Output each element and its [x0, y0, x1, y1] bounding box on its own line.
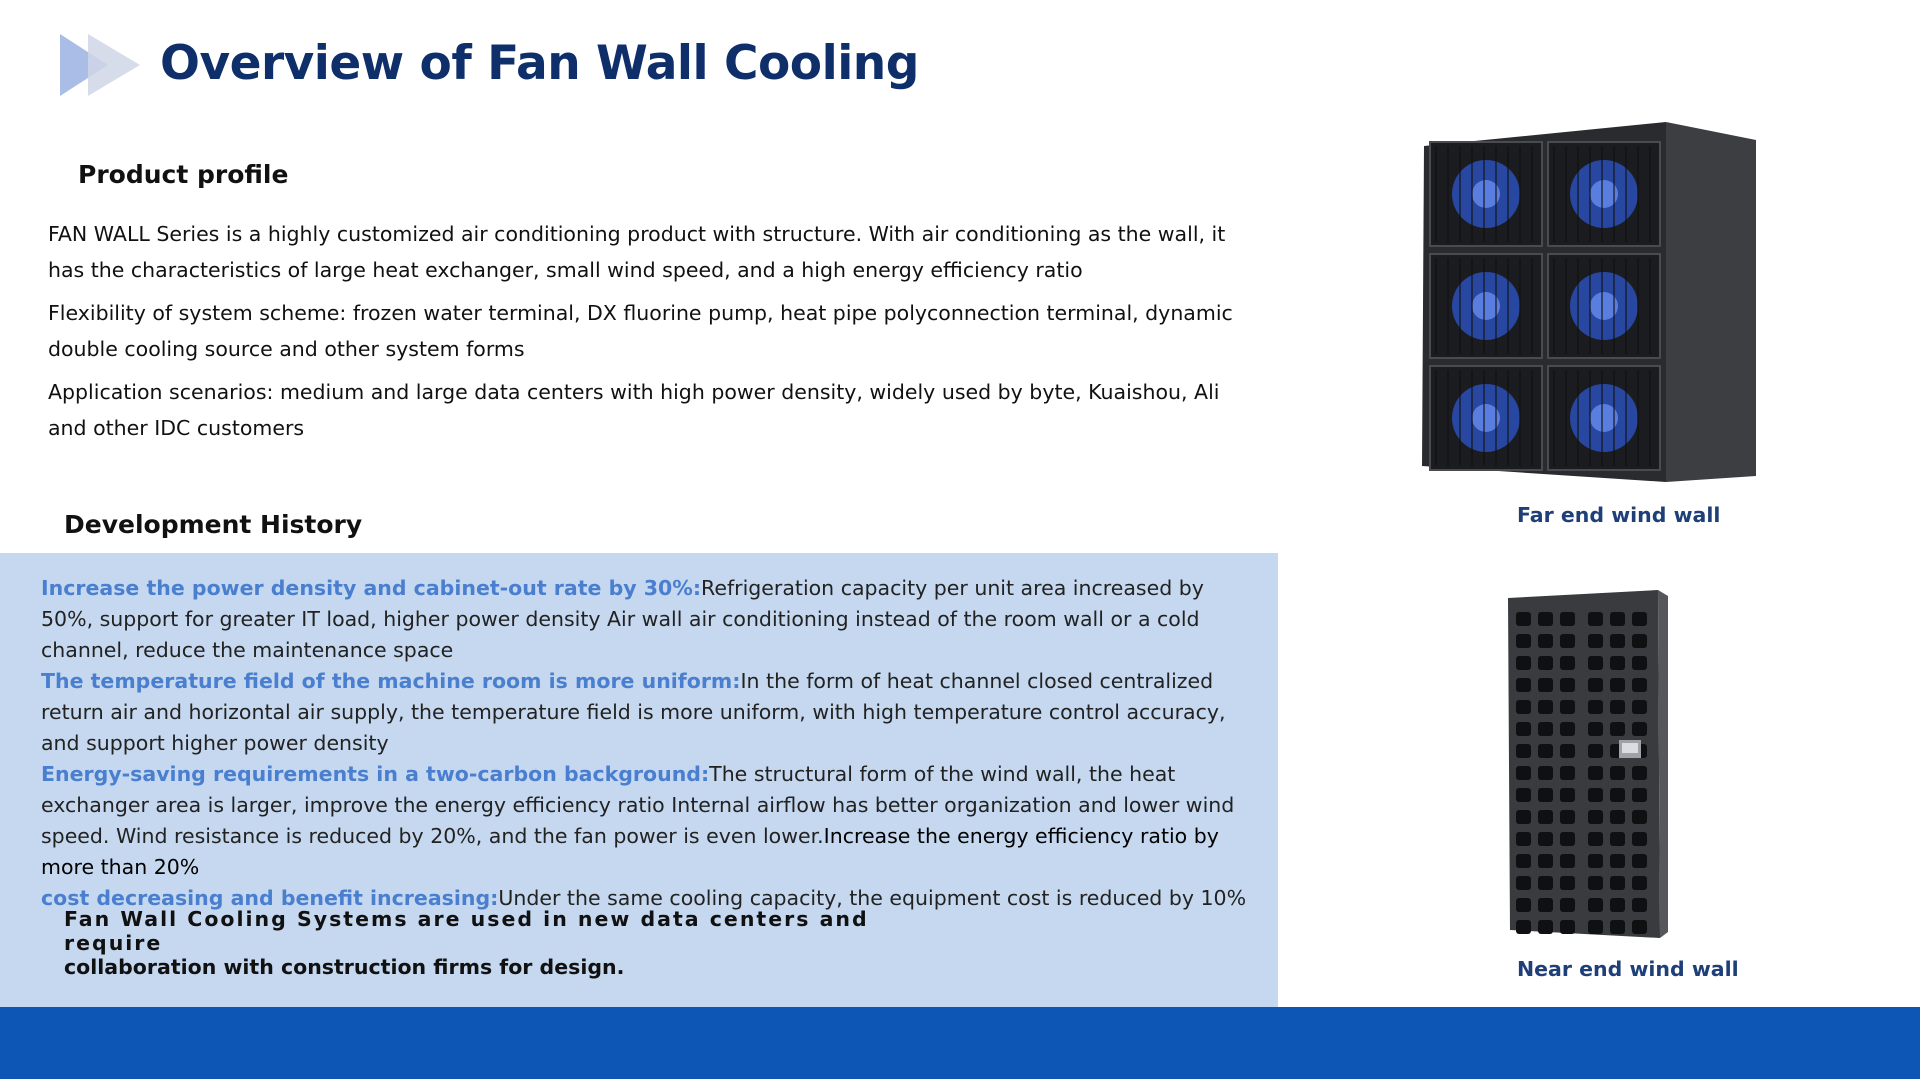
title-arrow-icon — [60, 34, 150, 96]
history-item-highlight: Increase the power density and cabinet-out rate by 30%: — [41, 576, 702, 600]
development-history-heading: Development History — [64, 510, 363, 539]
history-item-highlight: Energy-saving requirements in a two-carbon background: — [41, 762, 710, 786]
history-item-emphasis: Increase the energy efficiency ratio by more than 20% — [41, 824, 1219, 879]
history-item-text: Under the same cooling capacity, the equipment cost is reduced by 10% — [498, 886, 1247, 910]
profile-paragraph: Application scenarios: medium and large data centers with high power density, widely used by byte, Kuaishou, Ali and other IDC customers — [48, 380, 1220, 440]
page-title: Overview of Fan Wall Cooling — [160, 36, 919, 91]
history-item-highlight: The temperature field of the machine room is more uniform: — [41, 669, 741, 693]
history-item-text: In the form of heat channel closed centralized return air and horizontal air supply, the temperature field is more uniform, with high temperature control accuracy, and support higher power density — [41, 669, 1226, 755]
history-item-text: Refrigeration capacity per unit area increased by 50%, support for greater IT load, higher power density Air wall air conditioning instead of the room wall or a cold channel, reduce the maintenance space — [41, 576, 1204, 662]
history-note — [64, 907, 944, 979]
far-end-caption: Far end wind wall — [1517, 503, 1721, 527]
history-item — [41, 573, 1251, 666]
history-item — [41, 759, 1251, 883]
history-item-text: The structural form of the wind wall, the heat exchanger area is larger, improve the energy efficiency ratio Internal airflow has better organization and lower wind speed. Wind resistance is reduced by 20%, and the fan power is even lower. — [41, 762, 1235, 848]
profile-paragraph: FAN WALL Series is a highly customized air conditioning product with structure. With air conditioning as the wall, it has the characteristics of large heat exchanger, small wind speed, and a high energy efficiency ratio — [48, 222, 1226, 282]
history-list — [41, 573, 1251, 914]
history-item — [41, 666, 1251, 759]
history-item-highlight: cost decreasing and benefit increasing: — [41, 886, 499, 910]
note-line: Fan Wall Cooling Systems are used in new data centers and require — [64, 907, 869, 955]
product-profile-heading: Product profile — [78, 160, 289, 189]
near-end-caption: Near end wind wall — [1517, 957, 1739, 981]
near-end-wind-wall-image — [1508, 590, 1676, 942]
profile-paragraph: Flexibility of system scheme: frozen water terminal, DX fluorine pump, heat pipe polyconnection terminal, dynamic double cooling source and other system forms — [48, 301, 1233, 361]
footer-bar — [0, 1007, 1920, 1079]
note-line: collaboration with construction firms for design. — [64, 955, 625, 979]
far-end-wind-wall-image — [1418, 116, 1764, 482]
